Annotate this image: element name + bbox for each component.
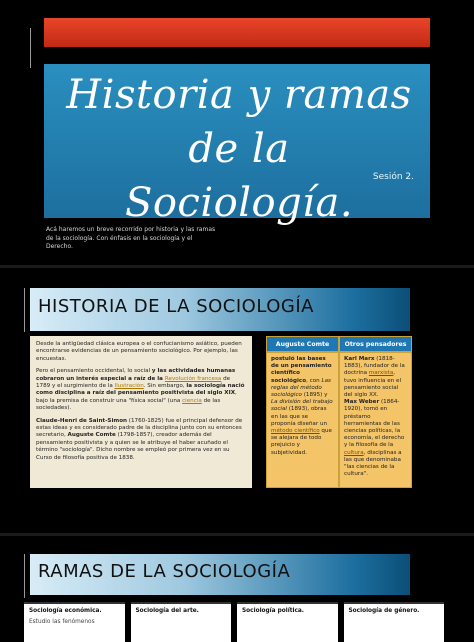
history-text-box	[30, 336, 252, 488]
link-ilustracion[interactable]: Ilustración	[114, 383, 144, 390]
text-run: , tuvo influencia en el pensamiento social del siglo XX.	[344, 370, 401, 399]
text-run: (1798-1857), creador además del pensamiento positivista y a quien se le atribuye el haber acuñado el término "sociología". Dicho nombre se empleó por primera vez en su Curso de filosofía positiva de 1838.	[36, 432, 230, 461]
text-run: Las reglas del método sociológico	[271, 377, 331, 399]
text-run: de las sociedades).	[36, 397, 221, 412]
text-run: La división del trabajo social	[271, 399, 333, 413]
text-run: y las actividades humanas cobraron un interés especial a raíz de la	[36, 368, 236, 382]
link-ciencia[interactable]: ciencia	[182, 397, 202, 404]
link-cultura[interactable]: cultura	[344, 449, 364, 456]
text-run: Pero el pensamiento occidental, lo social	[36, 368, 152, 375]
link-revolucion-francesa[interactable]: Revolución francesa	[164, 375, 222, 382]
card-arte	[131, 602, 232, 642]
text-run: (1864-1920), tomó en préstamo herramientas de las ciencias políticas, la economía, el derecho y la filosofía de la	[344, 399, 405, 449]
card-title: Sociología del arte.	[135, 608, 199, 614]
paragraph-2	[36, 368, 246, 412]
text-run: . Sin embargo,	[143, 383, 187, 390]
title-line-1: Historia y ramas de la	[66, 72, 412, 172]
branches-cards	[24, 602, 444, 642]
table-cell-comte	[266, 352, 339, 488]
table-cell-otros	[339, 352, 412, 488]
slide-branches[interactable]	[0, 536, 474, 632]
table-row	[266, 352, 412, 488]
title-line-2: Sociología.	[124, 180, 354, 226]
text-run: , bajo la premisa de construir una "física social" (una	[36, 390, 237, 404]
card-title: Sociología política.	[242, 608, 305, 614]
text-run: postuló las bases de un pensamiento científico sociológico	[271, 356, 332, 384]
presentation-title	[64, 68, 414, 230]
text-run: (1818-1883), fundador de la doctrina	[344, 356, 405, 377]
text-run: , con	[306, 377, 322, 384]
text-run: la sociología nació como disciplina a raíz del pensamiento positivista del siglo XIX	[36, 383, 245, 397]
table-header-comte: Auguste Comte	[266, 336, 339, 352]
paragraph-1: Desde la antigüedad clásica europea o el confucianismo asiático, pueden encontrarse evidencias de un pensamiento sociológico. Por ejemplo, las encuestas.	[36, 341, 242, 362]
intro-text: Acá haremos un breve recorrido por historia y las ramas de la sociología. Con énfasis en la sociología y el Derecho.	[46, 226, 216, 250]
card-title: Sociología económica.	[29, 608, 102, 614]
card-genero	[344, 602, 445, 642]
decorative-line	[24, 288, 25, 332]
text-run: , disciplinas a las que denominaba "las ciencias de la cultura".	[344, 449, 402, 478]
table-header-otros: Otros pensadores	[339, 336, 412, 352]
text-run: Max Weber	[344, 399, 380, 406]
link-marxista[interactable]: marxista	[368, 370, 394, 377]
slide-heading: HISTORIA DE LA SOCIOLOGÍA	[38, 296, 314, 317]
text-run: (1895) y	[301, 392, 328, 399]
table-header-row	[266, 336, 412, 352]
text-run: Auguste Comte	[67, 432, 116, 439]
header-red-bar	[44, 18, 430, 47]
text-run: que se alejara de todo prejuicio y subjetividad.	[271, 428, 332, 456]
text-run: (1760-1825) fue el principal defensor de estas ideas y es considerado padre de la disciplina junto con su entonces secretario,	[36, 417, 243, 439]
decorative-line	[30, 28, 31, 68]
link-metodo-cientifico[interactable]: método científico	[271, 428, 320, 435]
text-run: Claude-Henri de Saint-Simon	[36, 417, 128, 424]
thinkers-table	[266, 336, 412, 488]
card-politica	[237, 602, 338, 642]
card-title: Sociología de género.	[348, 608, 420, 614]
card-subtitle: Estudio las fenómenos	[29, 619, 95, 625]
session-label: Sesión 2.	[372, 172, 414, 182]
text-run: Karl Marx	[344, 356, 375, 362]
decorative-line	[24, 554, 25, 598]
text-run: (1893), obras en las que se proponía diseñar un	[271, 406, 328, 427]
slide-history[interactable]	[0, 268, 474, 533]
paragraph-3	[36, 418, 246, 462]
slide-title[interactable]	[0, 0, 474, 265]
text-run: de 1789 y el surgimiento de la	[36, 375, 231, 390]
card-economica	[24, 602, 125, 642]
slide-heading: RAMAS DE LA SOCIOLOGÍA	[38, 561, 291, 582]
